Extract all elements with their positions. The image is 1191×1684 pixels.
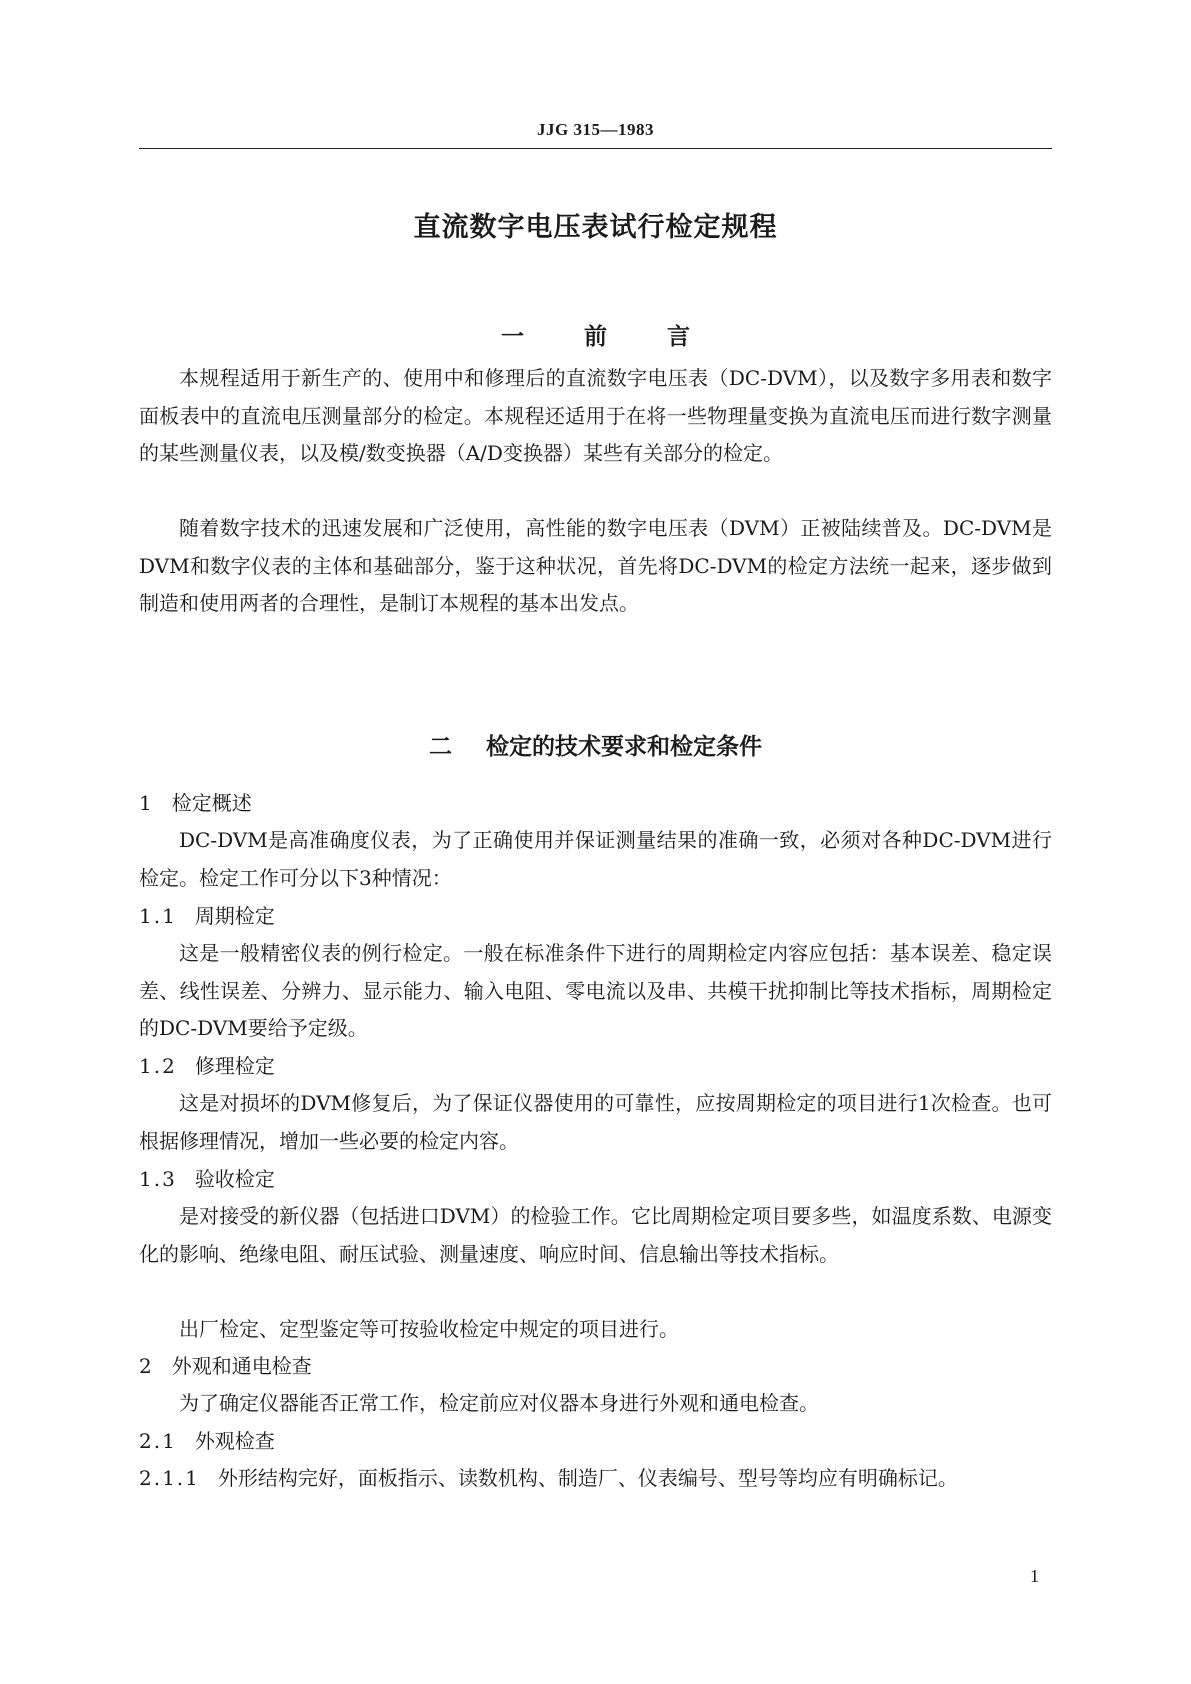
section-number: 二 xyxy=(429,734,452,760)
clause-number: 1 xyxy=(139,791,154,815)
standard-code: JJG 315—1983 xyxy=(537,120,654,139)
clause-number: 2.1.1 xyxy=(139,1466,200,1490)
section-number: 一 xyxy=(501,324,524,350)
clause-title: 检定概述 xyxy=(171,791,252,815)
clause-number: 1.2 xyxy=(139,1054,177,1078)
section-heading-requirements xyxy=(0,728,1191,761)
clause-number: 2 xyxy=(139,1354,154,1378)
clause-number: 1.3 xyxy=(139,1167,177,1191)
section-title-char: 言 xyxy=(667,324,690,350)
preface-paragraph-2: 随着数字技术的迅速发展和广泛使用，高性能的数字电压表（DVM）正被陆续普及。DC-DVM是DVM和数字仪表的主体和基础部分，鉴于这种状况，首先将DC-DVM的检定方法统一起来，逐步做到制造和使用两者的合理性，是制订本规程的基本出发点。 xyxy=(139,516,1052,615)
clause-number: 2.1 xyxy=(139,1429,177,1453)
preface-paragraph-1: 本规程适用于新生产的、使用中和修理后的直流数字电压表（DC-DVM），以及数字多用表和数字面板表中的直流电压测量部分的检定。本规程还适用于在将一些物理量变换为直流电压而进行数字测量的某些测量仪表，以及模/数变换器（A/D变换器）某些有关部分的检定。 xyxy=(139,366,1052,465)
clause-paragraph: 出厂检定、定型鉴定等可按验收检定中规定的项目进行。 xyxy=(179,1317,679,1341)
section-title-char: 前 xyxy=(584,324,607,350)
clause-paragraph: 是对接受的新仪器（包括进口DVM）的检验工作。它比周期检定项目要多些，如温度系数、电源变化的影响、绝缘电阻、耐压试验、测量速度、响应时间、信息输出等技术指标。 xyxy=(139,1204,1052,1266)
clause-heading-2 xyxy=(139,1348,312,1386)
clause-title: 修理检定 xyxy=(194,1054,275,1078)
clause-heading-1-1 xyxy=(139,898,275,936)
clause-2-1-1 xyxy=(139,1460,1052,1498)
page-number: 1 xyxy=(1030,1566,1039,1586)
clause-heading-1-2 xyxy=(139,1048,275,1086)
clause-heading-1 xyxy=(139,785,252,823)
clause-title: 周期检定 xyxy=(194,904,275,928)
clause-paragraph: 这是一般精密仪表的例行检定。一般在标准条件下进行的周期检定内容应包括：基本误差、稳定误差、线性误差、分辨力、显示能力、输入电阻、零电流以及串、共模干扰抑制比等技术指标，周期检定的DC-DVM要给予定级。 xyxy=(139,941,1052,1040)
clause-text: 外形结构完好，面板指示、读数机构、制造厂、仪表编号、型号等均应有明确标记。 xyxy=(217,1466,958,1490)
section-title: 检定的技术要求和检定条件 xyxy=(486,734,762,760)
clause-paragraph: DC-DVM是高准确度仪表，为了正确使用并保证测量结果的准确一致，必须对各种DC-DVM进行检定。检定工作可分以下3种情况： xyxy=(139,828,1052,890)
document-title: 直流数字电压表试行检定规程 xyxy=(413,212,778,243)
clause-title: 验收检定 xyxy=(194,1167,275,1191)
clause-number: 1.1 xyxy=(139,904,177,928)
clause-title: 外观检查 xyxy=(194,1429,275,1453)
clause-heading-1-3 xyxy=(139,1161,275,1199)
clause-title: 外观和通电检查 xyxy=(171,1354,312,1378)
section-heading-preface xyxy=(0,318,1191,351)
header-divider xyxy=(139,148,1052,149)
clause-paragraph: 为了确定仪器能否正常工作，检定前应对仪器本身进行外观和通电检查。 xyxy=(179,1391,819,1415)
clause-paragraph: 这是对损坏的DVM修复后，为了保证仪器使用的可靠性，应按周期检定的项目进行1次检查。也可根据修理情况，增加一些必要的检定内容。 xyxy=(139,1091,1052,1153)
clause-heading-2-1 xyxy=(139,1423,275,1461)
